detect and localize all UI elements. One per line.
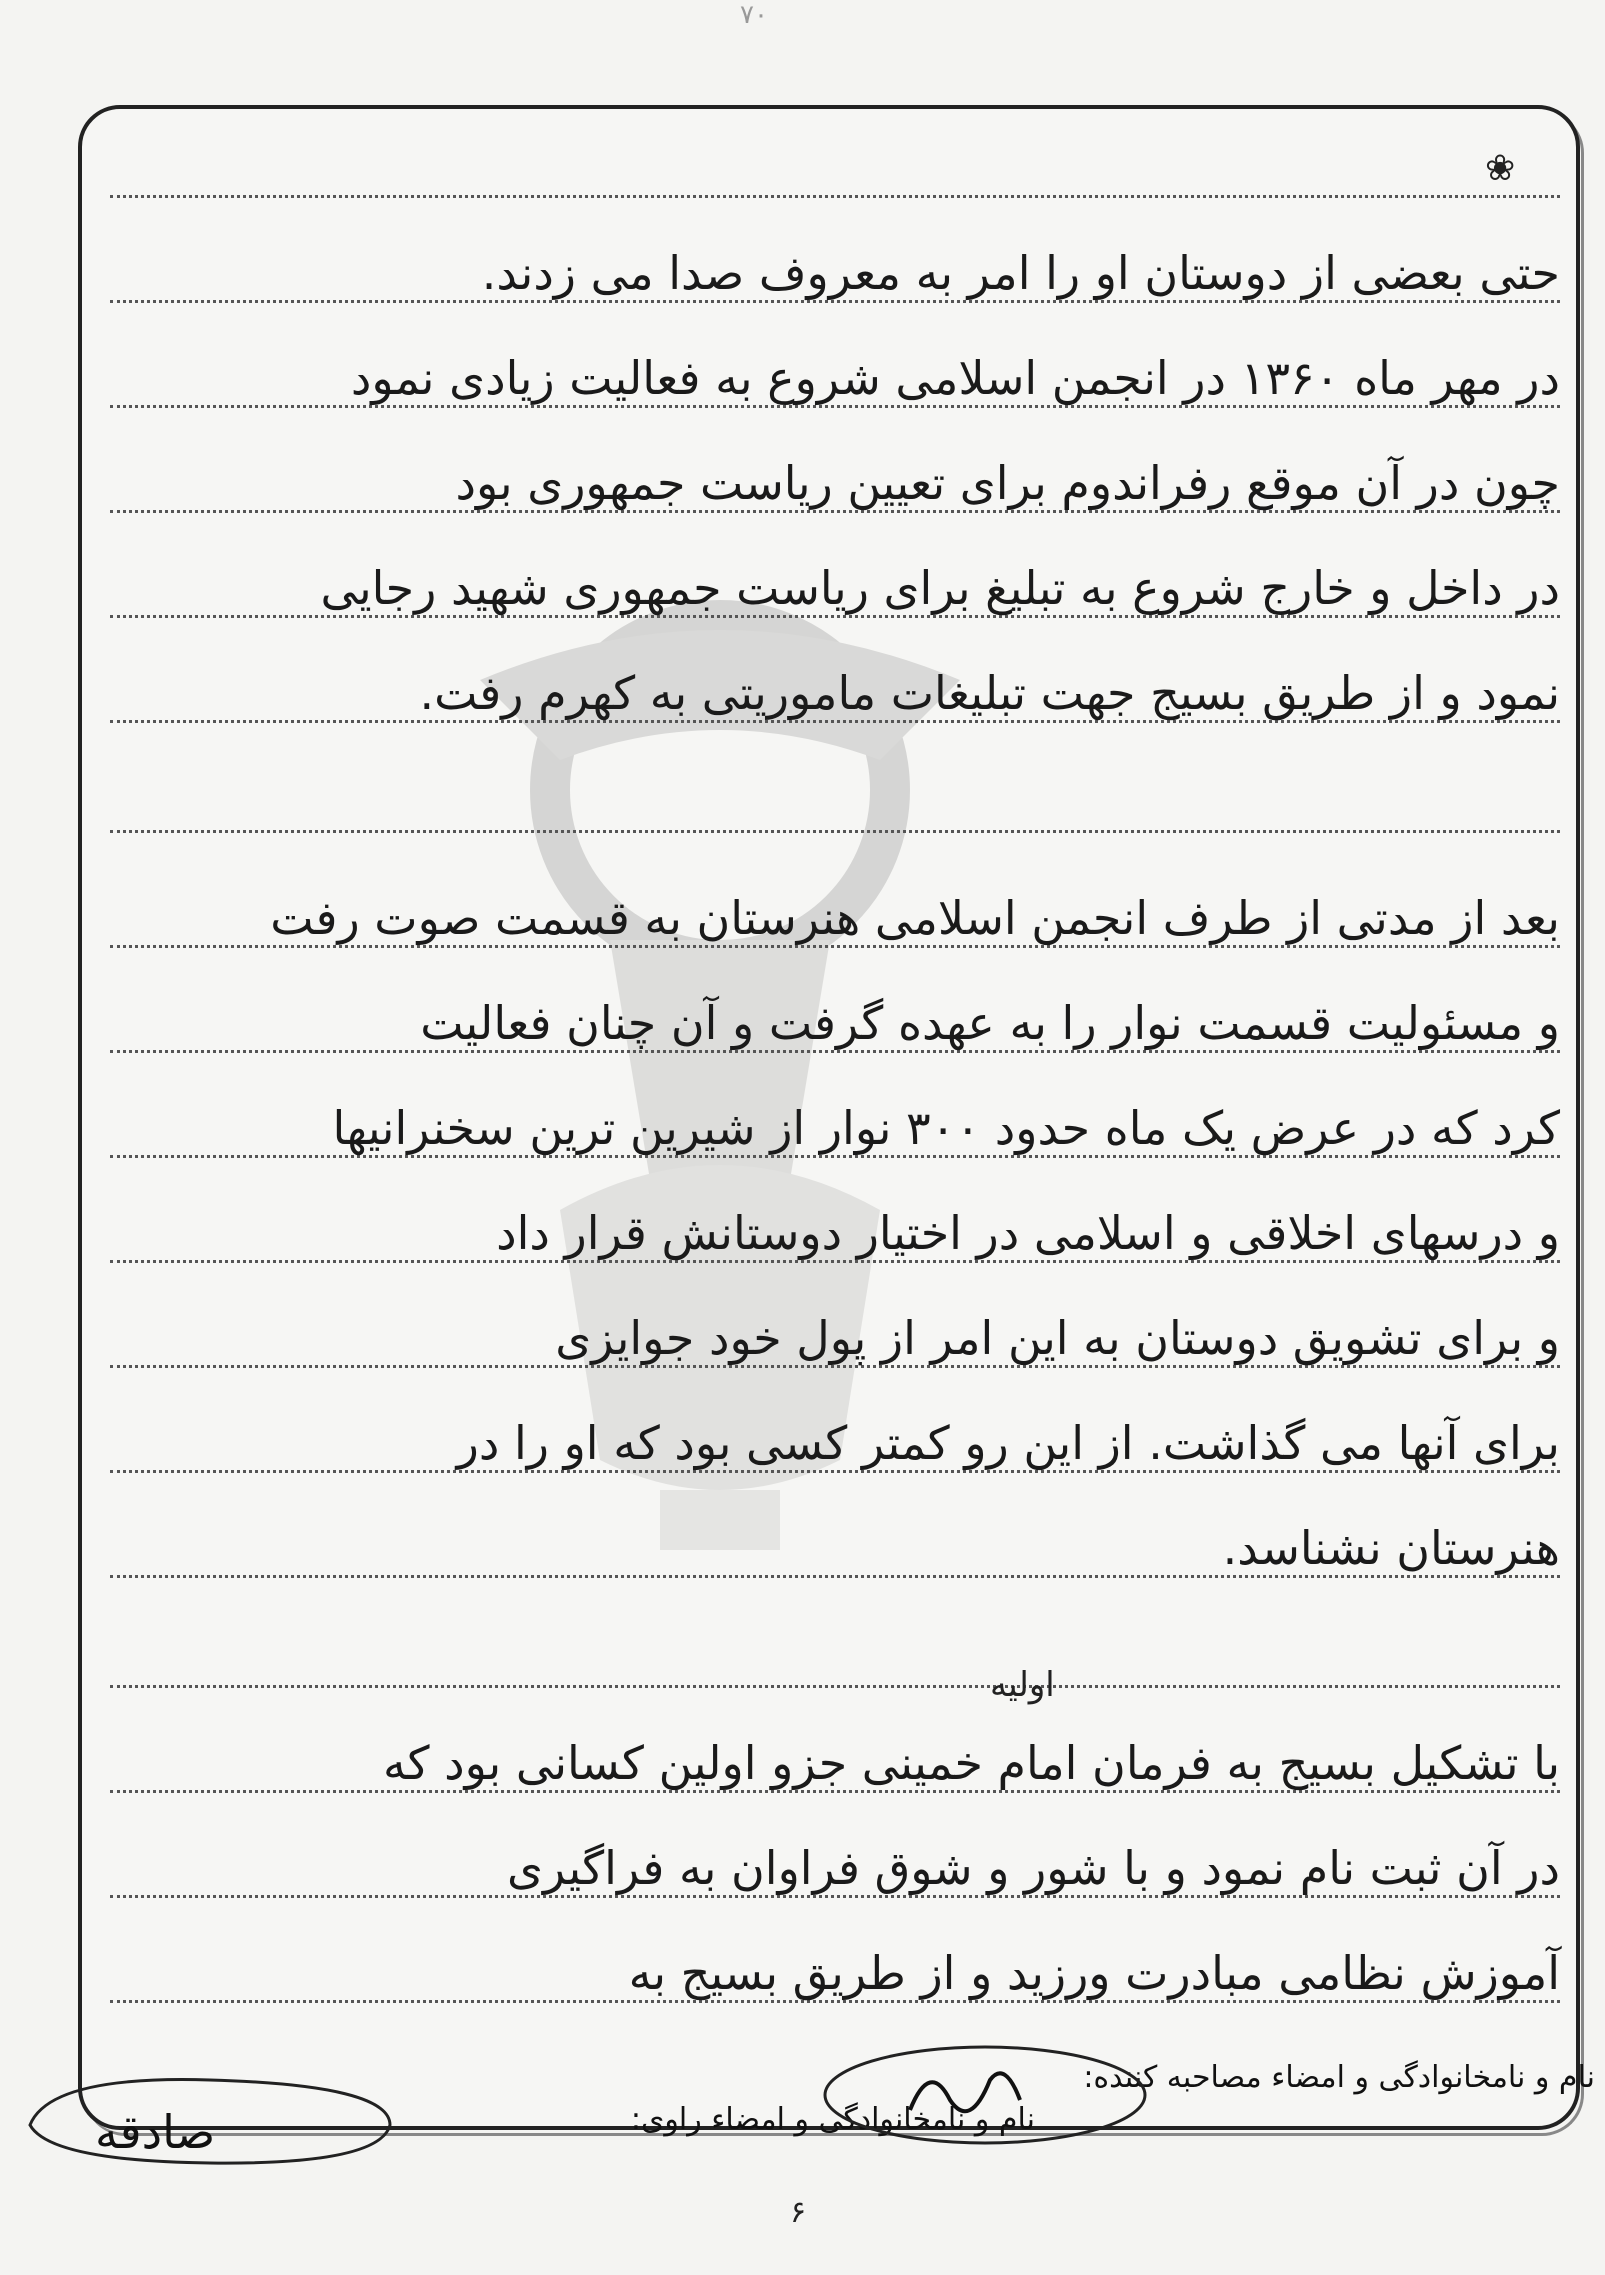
ruled-line (110, 225, 1560, 315)
handwritten-line: حتی بعضی از دوستان او را امر به معروف صدا می زدند. (481, 246, 1560, 301)
ruled-line (110, 1715, 1560, 1805)
ruled-line (110, 1080, 1560, 1170)
ruled-line (110, 1820, 1560, 1910)
ruled-line (110, 755, 1560, 845)
dotted-rule (110, 1155, 1560, 1158)
ruled-line (110, 1290, 1560, 1380)
dotted-rule (110, 1685, 1560, 1688)
dotted-rule (110, 1790, 1560, 1793)
dotted-rule (110, 1895, 1560, 1898)
ruled-line (110, 975, 1560, 1065)
inserted-word: اولیه (990, 1665, 1055, 1705)
dotted-rule (110, 195, 1560, 198)
interviewer-label: نام و نامخانوادگی و امضاء مصاحبه کننده: (1083, 2060, 1595, 2095)
ruled-line (110, 1610, 1560, 1700)
handwritten-line: در مهر ماه ۱۳۶۰ در انجمن اسلامی شروع به فعالیت زیادی نمود (350, 351, 1560, 406)
handwritten-line: و برای تشویق دوستان به این امر از پول خود جوایزی (555, 1311, 1560, 1366)
dotted-rule (110, 1470, 1560, 1473)
ruled-line (110, 1185, 1560, 1275)
dotted-rule (110, 615, 1560, 618)
top-corner-mark: ❀ (1485, 148, 1516, 189)
top-scribble: ۷۰ (740, 0, 768, 30)
dotted-rule (110, 510, 1560, 513)
handwritten-line: کرد که در عرض یک ماه حدود ۳۰۰ نوار از شیرین ترین سخنرانیها (332, 1101, 1560, 1156)
handwritten-line: هنرستان نشناسد. (1222, 1521, 1560, 1576)
signature-area (0, 2020, 1605, 2160)
dotted-rule (110, 2000, 1560, 2003)
page-number: ۶ (790, 2195, 807, 2230)
handwritten-line: در داخل و خارج شروع به تبلیغ برای ریاست جمهوری شهید رجایی (320, 561, 1560, 616)
ruled-line (110, 120, 1560, 210)
ruled-line (110, 540, 1560, 630)
handwritten-line: در آن ثبت نام نمود و با شور و شوق فراوان به فراگیری (507, 1841, 1560, 1896)
handwritten-line: و درسهای اخلاقی و اسلامی در اختیار دوستانش قرار داد (496, 1206, 1560, 1261)
narrator-signature-name: صادقه (95, 2105, 216, 2159)
handwritten-line: نمود و از طریق بسیج جهت تبلیغات ماموریتی به کهرم رفت. (419, 666, 1560, 721)
dotted-rule (110, 945, 1560, 948)
narrator-label: نام و نامخانوادگی و امضاء راوی: (630, 2102, 1035, 2137)
dotted-rule (110, 405, 1560, 408)
dotted-rule (110, 720, 1560, 723)
handwritten-line: و مسئولیت قسمت نوار را به عهده گرفت و آن چنان فعالیت (420, 996, 1560, 1051)
ruled-line (110, 870, 1560, 960)
ruled-line (110, 645, 1560, 735)
dotted-rule (110, 1575, 1560, 1578)
dotted-rule (110, 300, 1560, 303)
dotted-rule (110, 830, 1560, 833)
dotted-rule (110, 1050, 1560, 1053)
handwritten-line: آموزش نظامی مبادرت ورزید و از طریق بسیج به (628, 1946, 1560, 2001)
ruled-line (110, 435, 1560, 525)
ruled-line (110, 1395, 1560, 1485)
dotted-rule (110, 1365, 1560, 1368)
handwritten-line: برای آنها می گذاشت. از این رو کمتر کسی بود که او را در (456, 1416, 1560, 1471)
dotted-rule (110, 1260, 1560, 1263)
interviewer-signature (820, 2040, 1150, 2150)
handwritten-line: بعد از مدتی از طرف انجمن اسلامی هنرستان به قسمت صوت رفت (270, 891, 1560, 946)
handwritten-line: چون در آن موقع رفراندوم برای تعیین ریاست جمهوری بود (455, 456, 1560, 511)
ruled-line (110, 1925, 1560, 2015)
ruled-line (110, 1500, 1560, 1590)
handwritten-line: با تشکیل بسیج به فرمان امام خمینی جزو اولین کسانی بود که (383, 1736, 1560, 1791)
ruled-line (110, 330, 1560, 420)
